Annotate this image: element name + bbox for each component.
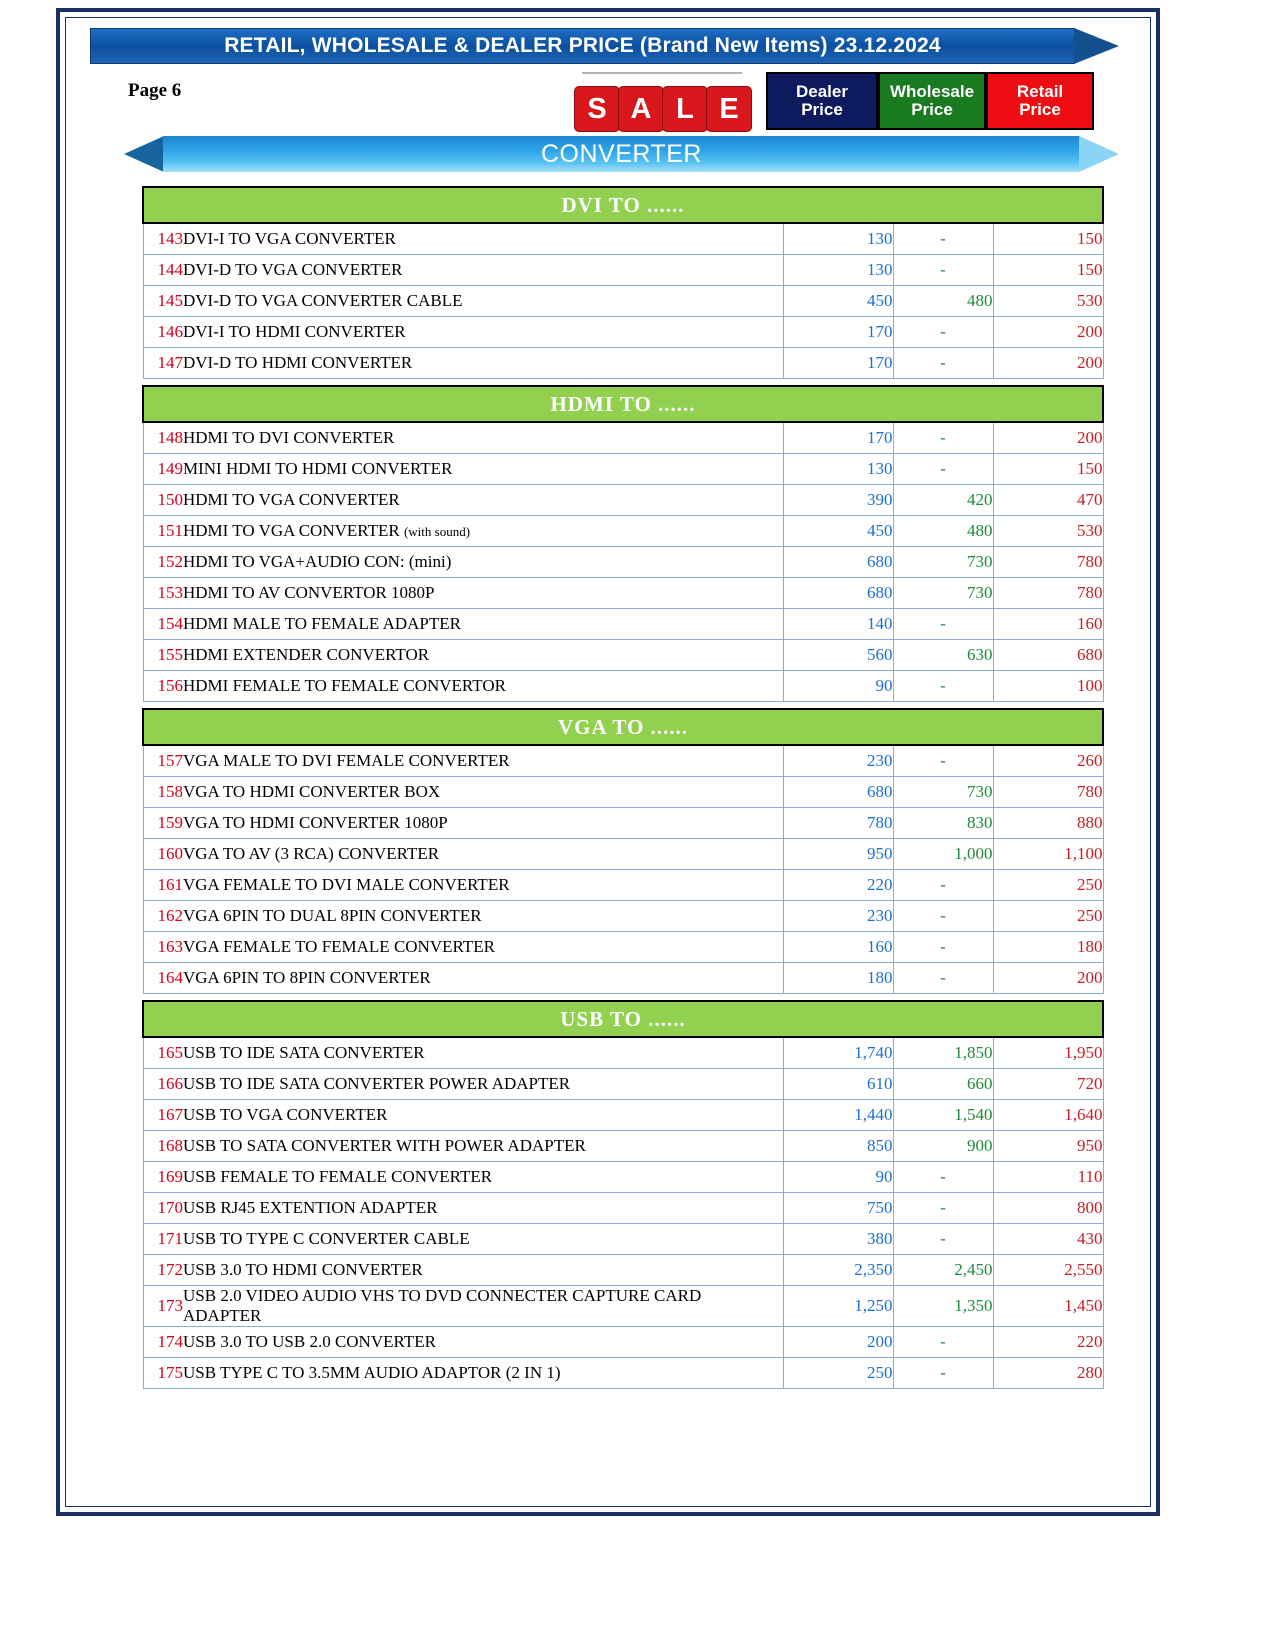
table-row	[143, 422, 1103, 454]
row-number: 154	[143, 609, 183, 640]
table-row	[143, 255, 1103, 286]
table-row	[143, 671, 1103, 702]
retail-price-cell: 180	[993, 932, 1103, 963]
row-description: USB TO IDE SATA CONVERTER	[183, 1037, 783, 1069]
wholesale-price-cell: 480	[893, 516, 993, 547]
row-description: HDMI FEMALE TO FEMALE CONVERTOR	[183, 671, 783, 702]
row-number: 161	[143, 870, 183, 901]
retail-price-cell: 150	[993, 255, 1103, 286]
row-description: USB 3.0 TO HDMI CONVERTER	[183, 1255, 783, 1286]
row-description: VGA 6PIN TO DUAL 8PIN CONVERTER	[183, 901, 783, 932]
row-number: 150	[143, 485, 183, 516]
wholesale-price-cell: 1,000	[893, 839, 993, 870]
row-description: USB TO VGA CONVERTER	[183, 1100, 783, 1131]
row-number: 148	[143, 422, 183, 454]
dealer-price-cell: 680	[783, 547, 893, 578]
dealer-price-header-line2: Price	[801, 100, 843, 119]
table-row	[143, 516, 1103, 547]
row-number: 168	[143, 1131, 183, 1162]
table-row	[143, 1131, 1103, 1162]
section-header-label: VGA TO ......	[143, 709, 1103, 745]
dealer-price-cell: 750	[783, 1193, 893, 1224]
row-number: 173	[143, 1286, 183, 1327]
wholesale-price-cell: 1,350	[893, 1286, 993, 1327]
table-spacer-cell	[143, 379, 1103, 387]
category-banner-left-arrow	[124, 136, 164, 172]
wholesale-price-cell: -	[893, 1358, 993, 1389]
dealer-price-cell: 610	[783, 1069, 893, 1100]
wholesale-price-cell: -	[893, 255, 993, 286]
row-number: 162	[143, 901, 183, 932]
table-row	[143, 870, 1103, 901]
sale-letter-l	[662, 86, 708, 132]
sale-letter-s-text: S	[587, 93, 607, 125]
table-row	[143, 1224, 1103, 1255]
table-row	[143, 640, 1103, 671]
row-number: 153	[143, 578, 183, 609]
wholesale-price-cell: 630	[893, 640, 993, 671]
sale-letter-a-text: A	[630, 93, 652, 125]
retail-price-cell: 780	[993, 578, 1103, 609]
dealer-price-cell: 170	[783, 348, 893, 379]
row-number: 163	[143, 932, 183, 963]
wholesale-price-cell: 730	[893, 578, 993, 609]
table-row	[143, 1069, 1103, 1100]
dealer-price-cell: 140	[783, 609, 893, 640]
table-row	[143, 223, 1103, 255]
table-spacer-row	[143, 379, 1103, 387]
row-number: 144	[143, 255, 183, 286]
row-description: VGA MALE TO DVI FEMALE CONVERTER	[183, 745, 783, 777]
table-spacer-row	[143, 994, 1103, 1002]
price-table	[142, 186, 1104, 1389]
row-number: 166	[143, 1069, 183, 1100]
retail-price-cell: 780	[993, 777, 1103, 808]
retail-price-cell: 260	[993, 745, 1103, 777]
retail-price-cell: 200	[993, 348, 1103, 379]
dealer-price-cell: 560	[783, 640, 893, 671]
wholesale-price-cell: -	[893, 348, 993, 379]
row-number: 165	[143, 1037, 183, 1069]
wholesale-price-cell: -	[893, 901, 993, 932]
table-row	[143, 745, 1103, 777]
row-number: 164	[143, 963, 183, 994]
dealer-price-cell: 390	[783, 485, 893, 516]
dealer-price-cell: 230	[783, 901, 893, 932]
row-description-note: (with sound)	[403, 524, 471, 539]
dealer-price-cell: 680	[783, 777, 893, 808]
dealer-price-cell: 780	[783, 808, 893, 839]
row-description: HDMI TO VGA+AUDIO CON: (mini)	[183, 547, 783, 578]
wholesale-price-cell: 1,850	[893, 1037, 993, 1069]
table-row	[143, 932, 1103, 963]
retail-price-cell: 200	[993, 317, 1103, 348]
wholesale-price-cell: 480	[893, 286, 993, 317]
wholesale-price-cell: -	[893, 223, 993, 255]
dealer-price-cell: 1,250	[783, 1286, 893, 1327]
category-banner	[124, 136, 1120, 172]
table-row	[143, 1193, 1103, 1224]
dealer-price-cell: 130	[783, 255, 893, 286]
row-number: 175	[143, 1358, 183, 1389]
row-description: USB RJ45 EXTENTION ADAPTER	[183, 1193, 783, 1224]
row-description: HDMI MALE TO FEMALE ADAPTER	[183, 609, 783, 640]
section-header-row	[143, 386, 1103, 422]
dealer-price-cell: 170	[783, 317, 893, 348]
row-description: DVI-I TO HDMI CONVERTER	[183, 317, 783, 348]
section-header-label: USB TO ......	[143, 1001, 1103, 1037]
retail-price-cell: 250	[993, 870, 1103, 901]
dealer-price-header	[766, 72, 878, 130]
retail-price-cell: 1,950	[993, 1037, 1103, 1069]
wholesale-price-cell: 900	[893, 1131, 993, 1162]
row-number: 158	[143, 777, 183, 808]
row-description-main: HDMI TO VGA CONVERTER	[183, 521, 404, 540]
row-description: VGA FEMALE TO FEMALE CONVERTER	[183, 932, 783, 963]
wholesale-price-header-line1: Wholesale	[889, 82, 975, 102]
row-number: 147	[143, 348, 183, 379]
wholesale-price-cell: -	[893, 422, 993, 454]
retail-price-cell: 430	[993, 1224, 1103, 1255]
section-header-label: HDMI TO ......	[143, 386, 1103, 422]
wholesale-price-cell: -	[893, 454, 993, 485]
wholesale-price-cell: -	[893, 870, 993, 901]
wholesale-price-cell: 730	[893, 777, 993, 808]
dealer-price-cell: 250	[783, 1358, 893, 1389]
table-row	[143, 963, 1103, 994]
row-description: USB FEMALE TO FEMALE CONVERTER	[183, 1162, 783, 1193]
retail-price-cell: 1,100	[993, 839, 1103, 870]
dealer-price-cell: 450	[783, 286, 893, 317]
row-description: VGA TO HDMI CONVERTER BOX	[183, 777, 783, 808]
category-title: CONVERTER	[540, 140, 702, 168]
retail-price-cell: 280	[993, 1358, 1103, 1389]
retail-price-cell: 720	[993, 1069, 1103, 1100]
table-row	[143, 547, 1103, 578]
wholesale-price-cell: -	[893, 932, 993, 963]
retail-price-cell: 470	[993, 485, 1103, 516]
table-row	[143, 901, 1103, 932]
retail-price-cell: 110	[993, 1162, 1103, 1193]
row-description: VGA 6PIN TO 8PIN CONVERTER	[183, 963, 783, 994]
dealer-price-cell: 130	[783, 454, 893, 485]
sale-logo	[574, 72, 752, 134]
wholesale-price-cell: -	[893, 1327, 993, 1358]
dealer-price-cell: 170	[783, 422, 893, 454]
table-row	[143, 578, 1103, 609]
row-number: 171	[143, 1224, 183, 1255]
table-row	[143, 348, 1103, 379]
dealer-price-cell: 2,350	[783, 1255, 893, 1286]
row-description: DVI-D TO HDMI CONVERTER	[183, 348, 783, 379]
retail-price-cell: 200	[993, 422, 1103, 454]
dealer-price-cell: 850	[783, 1131, 893, 1162]
wholesale-price-cell: 830	[893, 808, 993, 839]
row-description: HDMI TO AV CONVERTOR 1080P	[183, 578, 783, 609]
table-row	[143, 777, 1103, 808]
row-description: VGA TO HDMI CONVERTER 1080P	[183, 808, 783, 839]
wholesale-price-cell: 1,540	[893, 1100, 993, 1131]
dealer-price-cell: 90	[783, 671, 893, 702]
wholesale-price-cell: 2,450	[893, 1255, 993, 1286]
dealer-price-cell: 90	[783, 1162, 893, 1193]
dealer-price-cell: 950	[783, 839, 893, 870]
row-description: HDMI EXTENDER CONVERTOR	[183, 640, 783, 671]
wholesale-price-cell: -	[893, 671, 993, 702]
row-number: 149	[143, 454, 183, 485]
wholesale-price-cell: -	[893, 1162, 993, 1193]
table-spacer-cell	[143, 702, 1103, 710]
retail-price-cell: 150	[993, 223, 1103, 255]
row-description: MINI HDMI TO HDMI CONVERTER	[183, 454, 783, 485]
wholesale-price-cell: -	[893, 317, 993, 348]
retail-price-cell: 680	[993, 640, 1103, 671]
title-banner	[90, 28, 1120, 64]
section-header-label: DVI TO ......	[143, 187, 1103, 223]
table-row	[143, 317, 1103, 348]
row-description: USB TO IDE SATA CONVERTER POWER ADAPTER	[183, 1069, 783, 1100]
row-number: 145	[143, 286, 183, 317]
row-description: USB TYPE C TO 3.5MM AUDIO ADAPTOR (2 IN 1)	[183, 1358, 783, 1389]
retail-price-cell: 1,640	[993, 1100, 1103, 1131]
wholesale-price-cell: -	[893, 1224, 993, 1255]
row-number: 169	[143, 1162, 183, 1193]
page-number-label: Page 6	[128, 80, 182, 101]
row-description: DVI-I TO VGA CONVERTER	[183, 223, 783, 255]
wholesale-price-cell: -	[893, 1193, 993, 1224]
wholesale-price-cell: 420	[893, 485, 993, 516]
retail-price-cell: 200	[993, 963, 1103, 994]
table-row	[143, 1327, 1103, 1358]
table-row	[143, 454, 1103, 485]
retail-price-cell: 950	[993, 1131, 1103, 1162]
table-row	[143, 1358, 1103, 1389]
row-number: 151	[143, 516, 183, 547]
retail-price-cell: 880	[993, 808, 1103, 839]
row-description: USB 2.0 VIDEO AUDIO VHS TO DVD CONNECTER CAPTURE CARD ADAPTER	[183, 1286, 783, 1327]
table-row	[143, 1255, 1103, 1286]
row-number: 167	[143, 1100, 183, 1131]
row-description: HDMI TO VGA CONVERTER	[183, 485, 783, 516]
table-row	[143, 839, 1103, 870]
retail-price-cell: 250	[993, 901, 1103, 932]
retail-price-cell: 1,450	[993, 1286, 1103, 1327]
dealer-price-cell: 200	[783, 1327, 893, 1358]
retail-price-header-line1: Retail	[1016, 82, 1064, 102]
row-description: VGA FEMALE TO DVI MALE CONVERTER	[183, 870, 783, 901]
dealer-price-header-line1: Dealer	[796, 82, 848, 102]
sale-letter-a	[618, 86, 664, 132]
wholesale-price-cell: 730	[893, 547, 993, 578]
row-number: 174	[143, 1327, 183, 1358]
table-row	[143, 1100, 1103, 1131]
wholesale-price-cell: -	[893, 745, 993, 777]
retail-price-header-line2: Price	[1019, 100, 1061, 119]
row-number: 157	[143, 745, 183, 777]
row-number: 146	[143, 317, 183, 348]
retail-price-cell: 220	[993, 1327, 1103, 1358]
table-spacer-row	[143, 702, 1103, 710]
dealer-price-cell: 1,440	[783, 1100, 893, 1131]
page-inner-border	[65, 17, 1151, 1507]
wholesale-price-cell: -	[893, 609, 993, 640]
row-description: USB 3.0 TO USB 2.0 CONVERTER	[183, 1327, 783, 1358]
table-row	[143, 1162, 1103, 1193]
page-border	[56, 8, 1160, 1516]
retail-price-cell: 530	[993, 516, 1103, 547]
dealer-price-cell: 160	[783, 932, 893, 963]
sale-letter-e	[706, 86, 752, 132]
dealer-price-cell: 1,740	[783, 1037, 893, 1069]
wholesale-price-cell: 660	[893, 1069, 993, 1100]
table-row	[143, 286, 1103, 317]
sale-letter-l-text: L	[676, 93, 694, 125]
row-description: DVI-D TO VGA CONVERTER	[183, 255, 783, 286]
retail-price-cell: 100	[993, 671, 1103, 702]
row-description: VGA TO AV (3 RCA) CONVERTER	[183, 839, 783, 870]
row-description: HDMI TO DVI CONVERTER	[183, 422, 783, 454]
dealer-price-cell: 180	[783, 963, 893, 994]
retail-price-cell: 160	[993, 609, 1103, 640]
row-number: 160	[143, 839, 183, 870]
page-title: RETAIL, WHOLESALE & DEALER PRICE (Brand New Items) 23.12.2024	[224, 34, 941, 57]
retail-price-cell: 800	[993, 1193, 1103, 1224]
row-number: 170	[143, 1193, 183, 1224]
dealer-price-cell: 680	[783, 578, 893, 609]
section-header-row	[143, 709, 1103, 745]
row-description: DVI-D TO VGA CONVERTER CABLE	[183, 286, 783, 317]
retail-price-cell: 780	[993, 547, 1103, 578]
wholesale-price-header-line2: Price	[911, 100, 953, 119]
retail-price-cell: 530	[993, 286, 1103, 317]
table-row	[143, 609, 1103, 640]
table-row	[143, 808, 1103, 839]
dealer-price-cell: 130	[783, 223, 893, 255]
section-header-row	[143, 187, 1103, 223]
retail-price-cell: 2,550	[993, 1255, 1103, 1286]
sale-letter-s	[574, 86, 620, 132]
row-description	[183, 516, 783, 547]
retail-price-header	[986, 72, 1094, 130]
row-number: 156	[143, 671, 183, 702]
wholesale-price-cell: -	[893, 963, 993, 994]
section-header-row	[143, 1001, 1103, 1037]
wholesale-price-header	[878, 72, 986, 130]
row-description: USB TO SATA CONVERTER WITH POWER ADAPTER	[183, 1131, 783, 1162]
dealer-price-cell: 220	[783, 870, 893, 901]
row-number: 143	[143, 223, 183, 255]
row-number: 152	[143, 547, 183, 578]
price-table-wrapper	[142, 186, 1102, 1389]
dealer-price-cell: 450	[783, 516, 893, 547]
sale-letter-e-text: E	[719, 93, 739, 125]
row-number: 155	[143, 640, 183, 671]
row-number: 172	[143, 1255, 183, 1286]
dealer-price-cell: 230	[783, 745, 893, 777]
table-spacer-cell	[143, 994, 1103, 1002]
category-banner-right-arrow	[1079, 136, 1119, 172]
row-number: 159	[143, 808, 183, 839]
table-row	[143, 1037, 1103, 1069]
table-row	[143, 1286, 1103, 1327]
row-description: USB TO TYPE C CONVERTER CABLE	[183, 1224, 783, 1255]
retail-price-cell: 150	[993, 454, 1103, 485]
dealer-price-cell: 380	[783, 1224, 893, 1255]
table-row	[143, 485, 1103, 516]
title-banner-arrow	[1074, 28, 1119, 64]
